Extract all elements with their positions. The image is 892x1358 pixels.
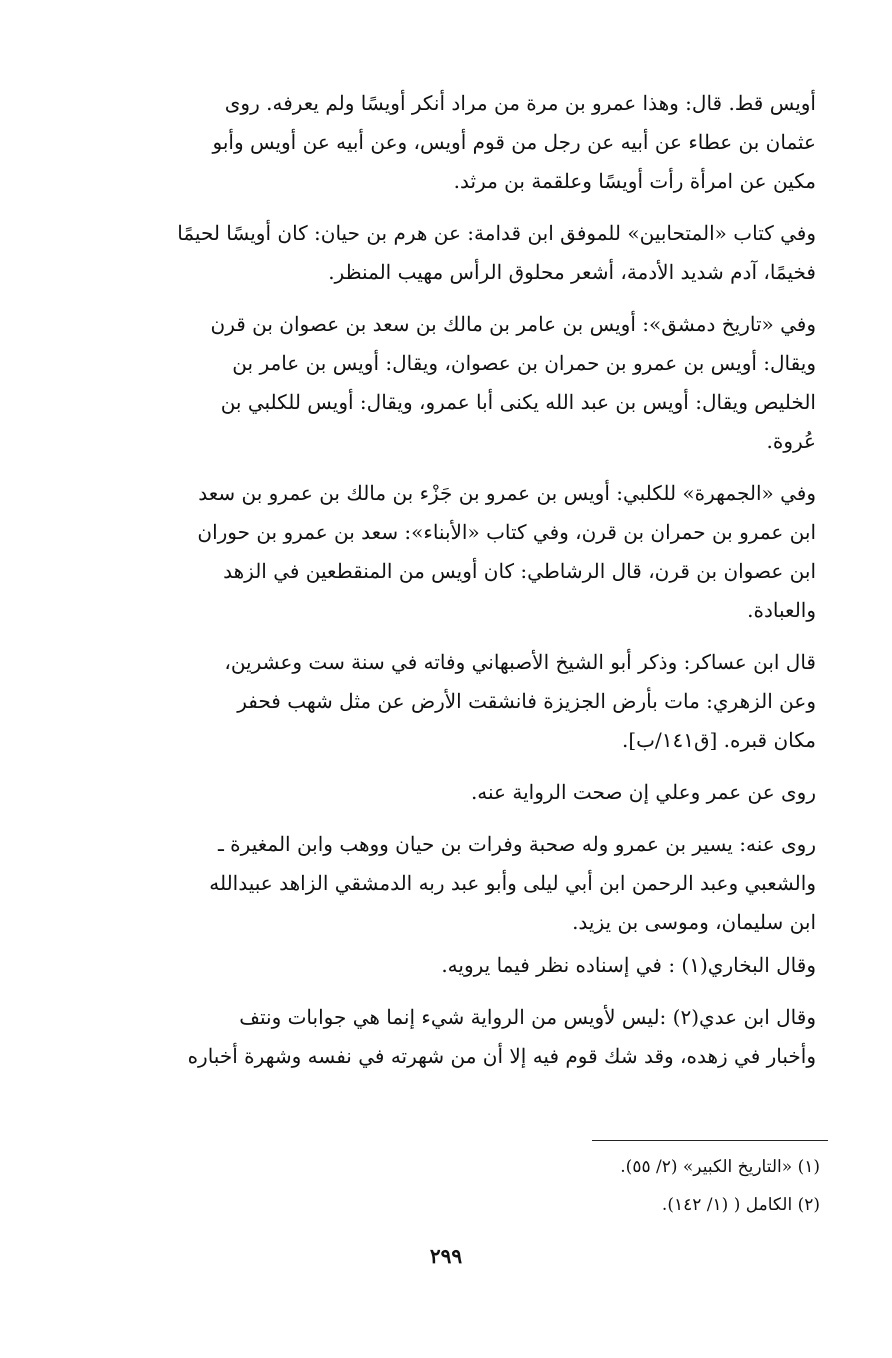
text-line: روى عنه: يسير بن عمرو وله صحبة وفرات بن حيان ووهب وابن المغيرة ـ xyxy=(217,832,816,856)
text-line: وفي «الجمهرة» للكلبي: أويس بن عمرو بن جَزْء بن مالك بن عمرو بن سعد xyxy=(198,481,816,505)
text-line: الخليص ويقال: أويس بن عبد الله يكنى أبا عمرو، ويقال: أويس للكلبي بن xyxy=(220,390,816,414)
text-line: فخيمًا، آدم شديد الأدمة، أشعر محلوق الرأس مهيب المنظر. xyxy=(328,260,816,284)
text-line: ابن عمرو بن حمران بن قرن، وفي كتاب «الأبناء»: سعد بن عمرو بن حوران xyxy=(197,520,816,544)
footnote-2: (٢) الكامل ( (١/ ١٤٢). xyxy=(661,1195,820,1215)
paragraph-9 xyxy=(76,998,816,1076)
text-line: وأخبار في زهده، وقد شك قوم فيه إلا أن من شهرته في نفسه وشهرة أخباره xyxy=(187,1044,816,1068)
paragraph-4 xyxy=(76,474,816,630)
text-line: وفي كتاب «المتحابين» للموفق ابن قدامة: عن هرم بن حيان: كان أويسًا لحيمًا xyxy=(177,221,816,245)
text-line: أويس قط. قال: وهذا عمرو بن مرة من مراد أنكر أويسًا ولم يعرفه. روى xyxy=(224,91,816,115)
text-line: مكين عن امرأة رأت أويسًا وعلقمة بن مرثد. xyxy=(453,169,816,193)
text-line: وقال البخاري(١) : في إسناده نظر فيما يرويه. xyxy=(441,953,816,977)
text-line: روى عن عمر وعلي إن صحت الرواية عنه. xyxy=(470,780,816,804)
text-line: والشعبي وعبد الرحمن ابن أبي ليلى وأبو عبد ربه الدمشقي الزاهد عبيدالله xyxy=(209,871,816,895)
text-line: ويقال: أويس بن عمرو بن حمران بن عصوان، ويقال: أويس بن عامر بن xyxy=(232,351,816,375)
text-line: وفي «تاريخ دمشق»: أويس بن عامر بن مالك بن سعد بن عصوان بن قرن xyxy=(210,312,816,336)
footnotes xyxy=(76,1148,820,1224)
footnote-divider xyxy=(592,1140,828,1141)
footnote-1: (١) «التاريخ الكبير» (٢/ ٥٥). xyxy=(620,1157,820,1177)
text-line: قال ابن عساكر: وذكر أبو الشيخ الأصبهاني وفاته في سنة ست وعشرين، xyxy=(224,650,816,674)
page-number: ٢٩٩ xyxy=(429,1244,463,1268)
text-line: ابن عصوان بن قرن، قال الرشاطي: كان أويس من المنقطعين في الزهد xyxy=(223,559,816,583)
text-line: مكان قبره. [ق١٤١/ب]. xyxy=(621,728,816,752)
paragraph-6 xyxy=(76,773,816,812)
body-text xyxy=(76,84,816,1076)
paragraph-5 xyxy=(76,643,816,760)
text-line: عثمان بن عطاء عن أبيه عن رجل من قوم أويس، وعن أبيه عن أويس وأبو xyxy=(212,130,816,154)
paragraph-7 xyxy=(76,825,816,942)
text-line: عُروة. xyxy=(766,429,816,453)
paragraph-8 xyxy=(76,946,816,985)
paragraph-3 xyxy=(76,305,816,461)
text-line: ابن سليمان، وموسى بن يزيد. xyxy=(572,910,816,934)
text-line: وقال ابن عدي(٢) :ليس لأويس من الرواية شيء إنما هي جوابات ونتف xyxy=(239,1005,816,1029)
paragraph-1 xyxy=(76,84,816,201)
text-line: وعن الزهري: مات بأرض الجزيزة فانشقت الأرض عن مثل شهب فحفر xyxy=(237,689,816,713)
text-line: والعبادة. xyxy=(747,598,816,622)
paragraph-2 xyxy=(76,214,816,292)
